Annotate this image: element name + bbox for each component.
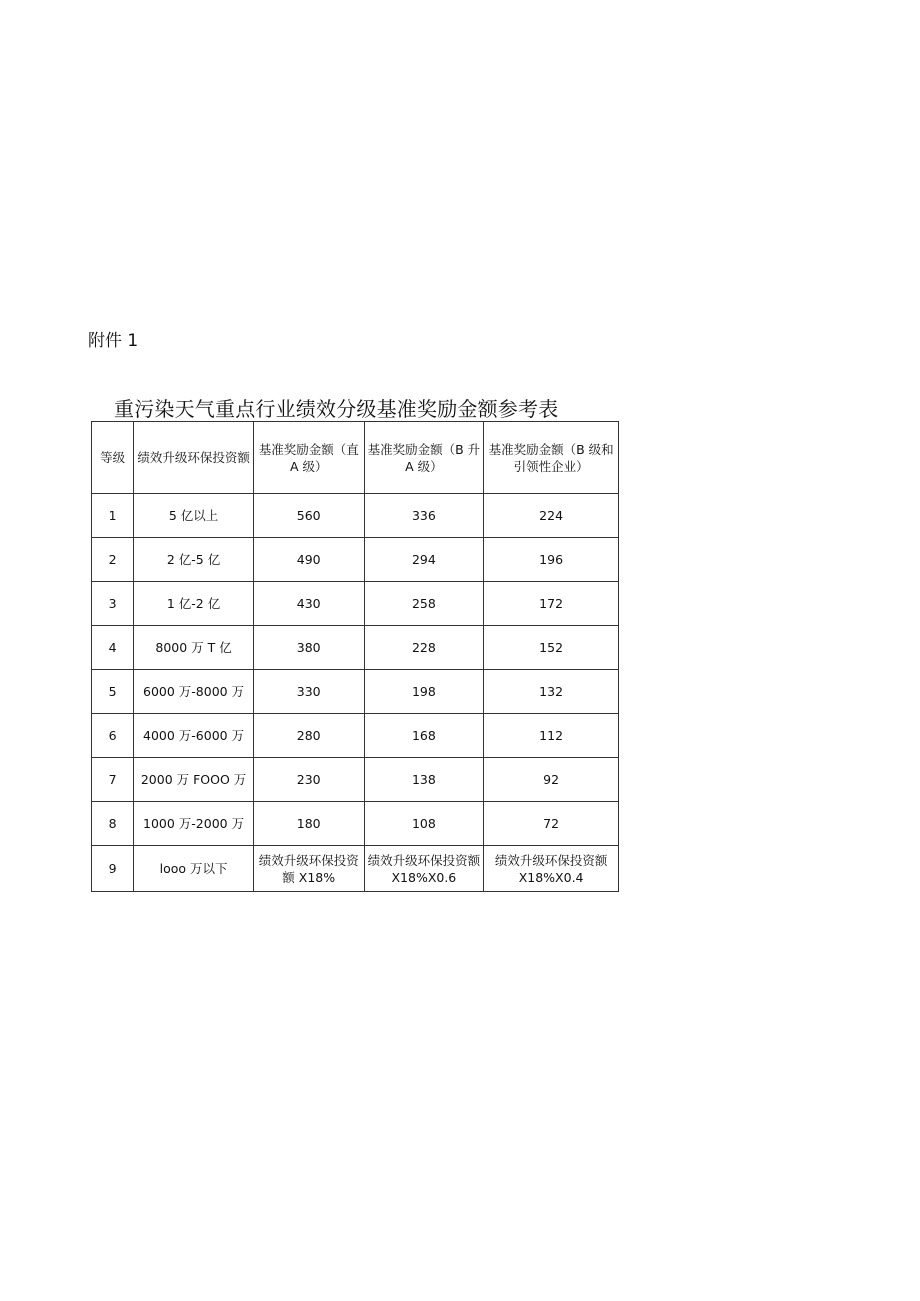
b-lead-cell: 92 [484,758,619,802]
range-cell: 5 亿以上 [134,494,254,538]
range-cell: 8000 万 T 亿 [134,626,254,670]
header-b-to-a: 基准奖励金额（B 升 A 级） [364,422,484,494]
direct-a-cell: 560 [253,494,364,538]
attachment-label: 附件 1 [88,331,139,351]
page-title: 重污染天气重点行业绩效分级基准奖励金额参考表 [114,397,559,421]
header-investment: 绩效升级环保投资额 [134,422,254,494]
b-lead-cell: 132 [484,670,619,714]
direct-a-cell: 180 [253,802,364,846]
b-to-a-cell: 336 [364,494,484,538]
b-lead-cell: 112 [484,714,619,758]
grade-cell: 8 [92,802,134,846]
b-to-a-cell: 228 [364,626,484,670]
grade-cell: 7 [92,758,134,802]
range-cell: looo 万以下 [134,846,254,892]
range-cell: 1000 万-2000 万 [134,802,254,846]
table-row [92,670,619,714]
range-cell: 4000 万-6000 万 [134,714,254,758]
direct-a-cell: 490 [253,538,364,582]
range-cell: 2000 万 FOOO 万 [134,758,254,802]
header-b-lead: 基准奖励金额（B 级和引领性企业） [484,422,619,494]
table-row [92,758,619,802]
range-cell: 2 亿-5 亿 [134,538,254,582]
header-grade: 等级 [92,422,134,494]
table-row [92,714,619,758]
table-row [92,802,619,846]
b-lead-cell: 72 [484,802,619,846]
direct-a-cell: 330 [253,670,364,714]
b-to-a-cell: 138 [364,758,484,802]
direct-a-cell: 380 [253,626,364,670]
table-row [92,582,619,626]
b-to-a-cell: 294 [364,538,484,582]
b-to-a-cell: 168 [364,714,484,758]
grade-cell: 1 [92,494,134,538]
grade-cell: 2 [92,538,134,582]
direct-a-cell: 430 [253,582,364,626]
range-cell: 1 亿-2 亿 [134,582,254,626]
award-table [91,421,619,892]
b-to-a-cell: 198 [364,670,484,714]
table-row [92,494,619,538]
b-to-a-cell: 108 [364,802,484,846]
b-lead-cell: 172 [484,582,619,626]
b-lead-cell: 绩效升级环保投资额 X18%X0.4 [484,846,619,892]
range-cell: 6000 万-8000 万 [134,670,254,714]
grade-cell: 4 [92,626,134,670]
b-lead-cell: 196 [484,538,619,582]
grade-cell: 6 [92,714,134,758]
grade-cell: 3 [92,582,134,626]
direct-a-cell: 230 [253,758,364,802]
grade-cell: 5 [92,670,134,714]
table-row [92,846,619,892]
b-lead-cell: 152 [484,626,619,670]
grade-cell: 9 [92,846,134,892]
b-to-a-cell: 绩效升级环保投资额 X18%X0.6 [364,846,484,892]
direct-a-cell: 280 [253,714,364,758]
b-lead-cell: 224 [484,494,619,538]
direct-a-cell: 绩效升级环保投资额 X18% [253,846,364,892]
table-row [92,626,619,670]
table-row [92,538,619,582]
header-direct-a: 基准奖励金额（直 A 级） [253,422,364,494]
table-header-row [92,422,619,494]
b-to-a-cell: 258 [364,582,484,626]
